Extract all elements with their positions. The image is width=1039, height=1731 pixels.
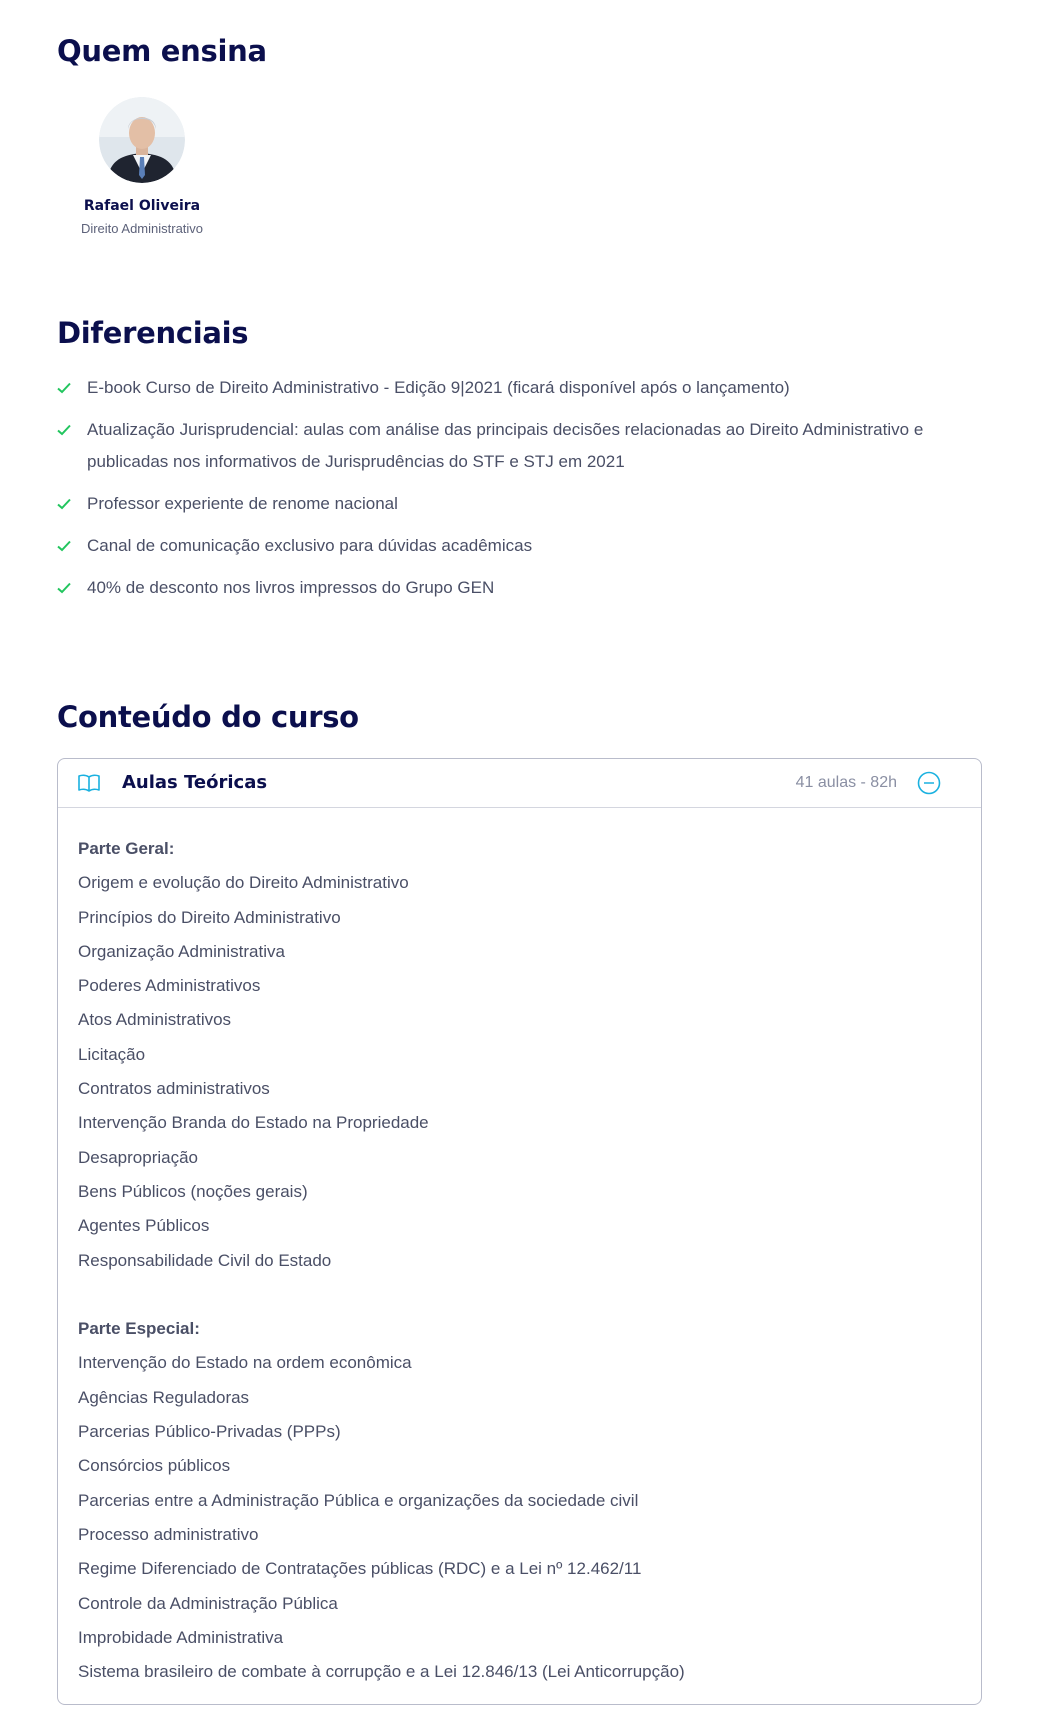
teacher-name: Rafael Oliveira [83,198,201,214]
module-content [58,808,981,1689]
teacher-avatar [99,97,185,183]
check-icon [57,498,71,510]
differentials-list [57,372,957,614]
topic-item: Organização Administrativa [78,941,285,961]
differential-item [57,488,957,520]
check-icon [57,382,71,394]
course-content-section-title: Conteúdo do curso [57,700,359,734]
topic-item: Responsabilidade Civil do Estado [78,1250,332,1270]
course-module-accordion [57,758,982,1705]
topic-item: Poderes Administrativos [78,976,261,996]
check-icon [57,540,71,552]
topic-item: Desapropriação [78,1147,199,1167]
differential-item [57,572,957,604]
topic-item: Licitação [78,1044,146,1064]
topic-item: Agentes Públicos [78,1216,210,1236]
differential-text: E-book Curso de Direito Administrativo - Edição 9|2021 (ficará disponível após o lançamento) [87,378,790,397]
topic-item: Consórcios públicos [78,1456,231,1476]
module-lessons-duration: 41 aulas - 82h [795,774,897,791]
topic-item: Improbidade Administrativa [78,1627,284,1647]
topic-item: Parcerias Público-Privadas (PPPs) [78,1422,341,1442]
differential-item [57,414,957,478]
topic-item: Processo administrativo [78,1524,259,1544]
topic-item: Sistema brasileiro de combate à corrupção e a Lei 12.846/13 (Lei Anticorrupção) [78,1662,685,1682]
differential-text: 40% de desconto nos livros impressos do Grupo GEN [87,578,495,597]
check-icon [57,582,71,594]
topic-item: Controle da Administração Pública [78,1593,338,1613]
differential-item [57,530,957,562]
spacer [78,1278,961,1312]
topic-item: Parcerias entre a Administração Pública e organizações da sociedade civil [78,1490,639,1510]
topic-item: Agências Reguladoras [78,1387,250,1407]
module-title: Aulas Teóricas [122,772,268,793]
topic-item: Atos Administrativos [78,1010,232,1030]
differentials-section-title: Diferenciais [57,316,249,350]
check-icon [57,424,71,436]
book-open-icon [78,773,100,793]
teachers-section-title: Quem ensina [57,34,267,68]
differential-text: Atualização Jurisprudencial: aulas com análise das principais decisões relacionadas ao Direito Administrativo e publicadas nos informativos de Jurisprudências do STF e STJ em 2021 [87,420,924,471]
topic-item: Intervenção Branda do Estado na Propriedade [78,1113,429,1133]
part-label: Parte Especial: [78,1319,200,1339]
topic-item: Contratos administrativos [78,1079,270,1099]
differential-text: Canal de comunicação exclusivo para dúvidas acadêmicas [87,536,533,555]
teacher-subject: Direito Administrativo [80,221,204,236]
teacher-card[interactable] [57,97,227,236]
topic-item: Bens Públicos (noções gerais) [78,1181,308,1201]
minus-circle-icon[interactable] [917,771,941,795]
differential-item [57,372,957,404]
topic-item: Regime Diferenciado de Contratações públicas (RDC) e a Lei nº 12.462/11 [78,1559,642,1579]
topic-item: Princípios do Direito Administrativo [78,907,341,927]
module-header[interactable] [58,759,981,808]
differential-text: Professor experiente de renome nacional [87,494,398,513]
topic-item: Intervenção do Estado na ordem econômica [78,1353,412,1373]
part-label: Parte Geral: [78,839,175,858]
topic-item: Origem e evolução do Direito Administrativo [78,873,409,893]
